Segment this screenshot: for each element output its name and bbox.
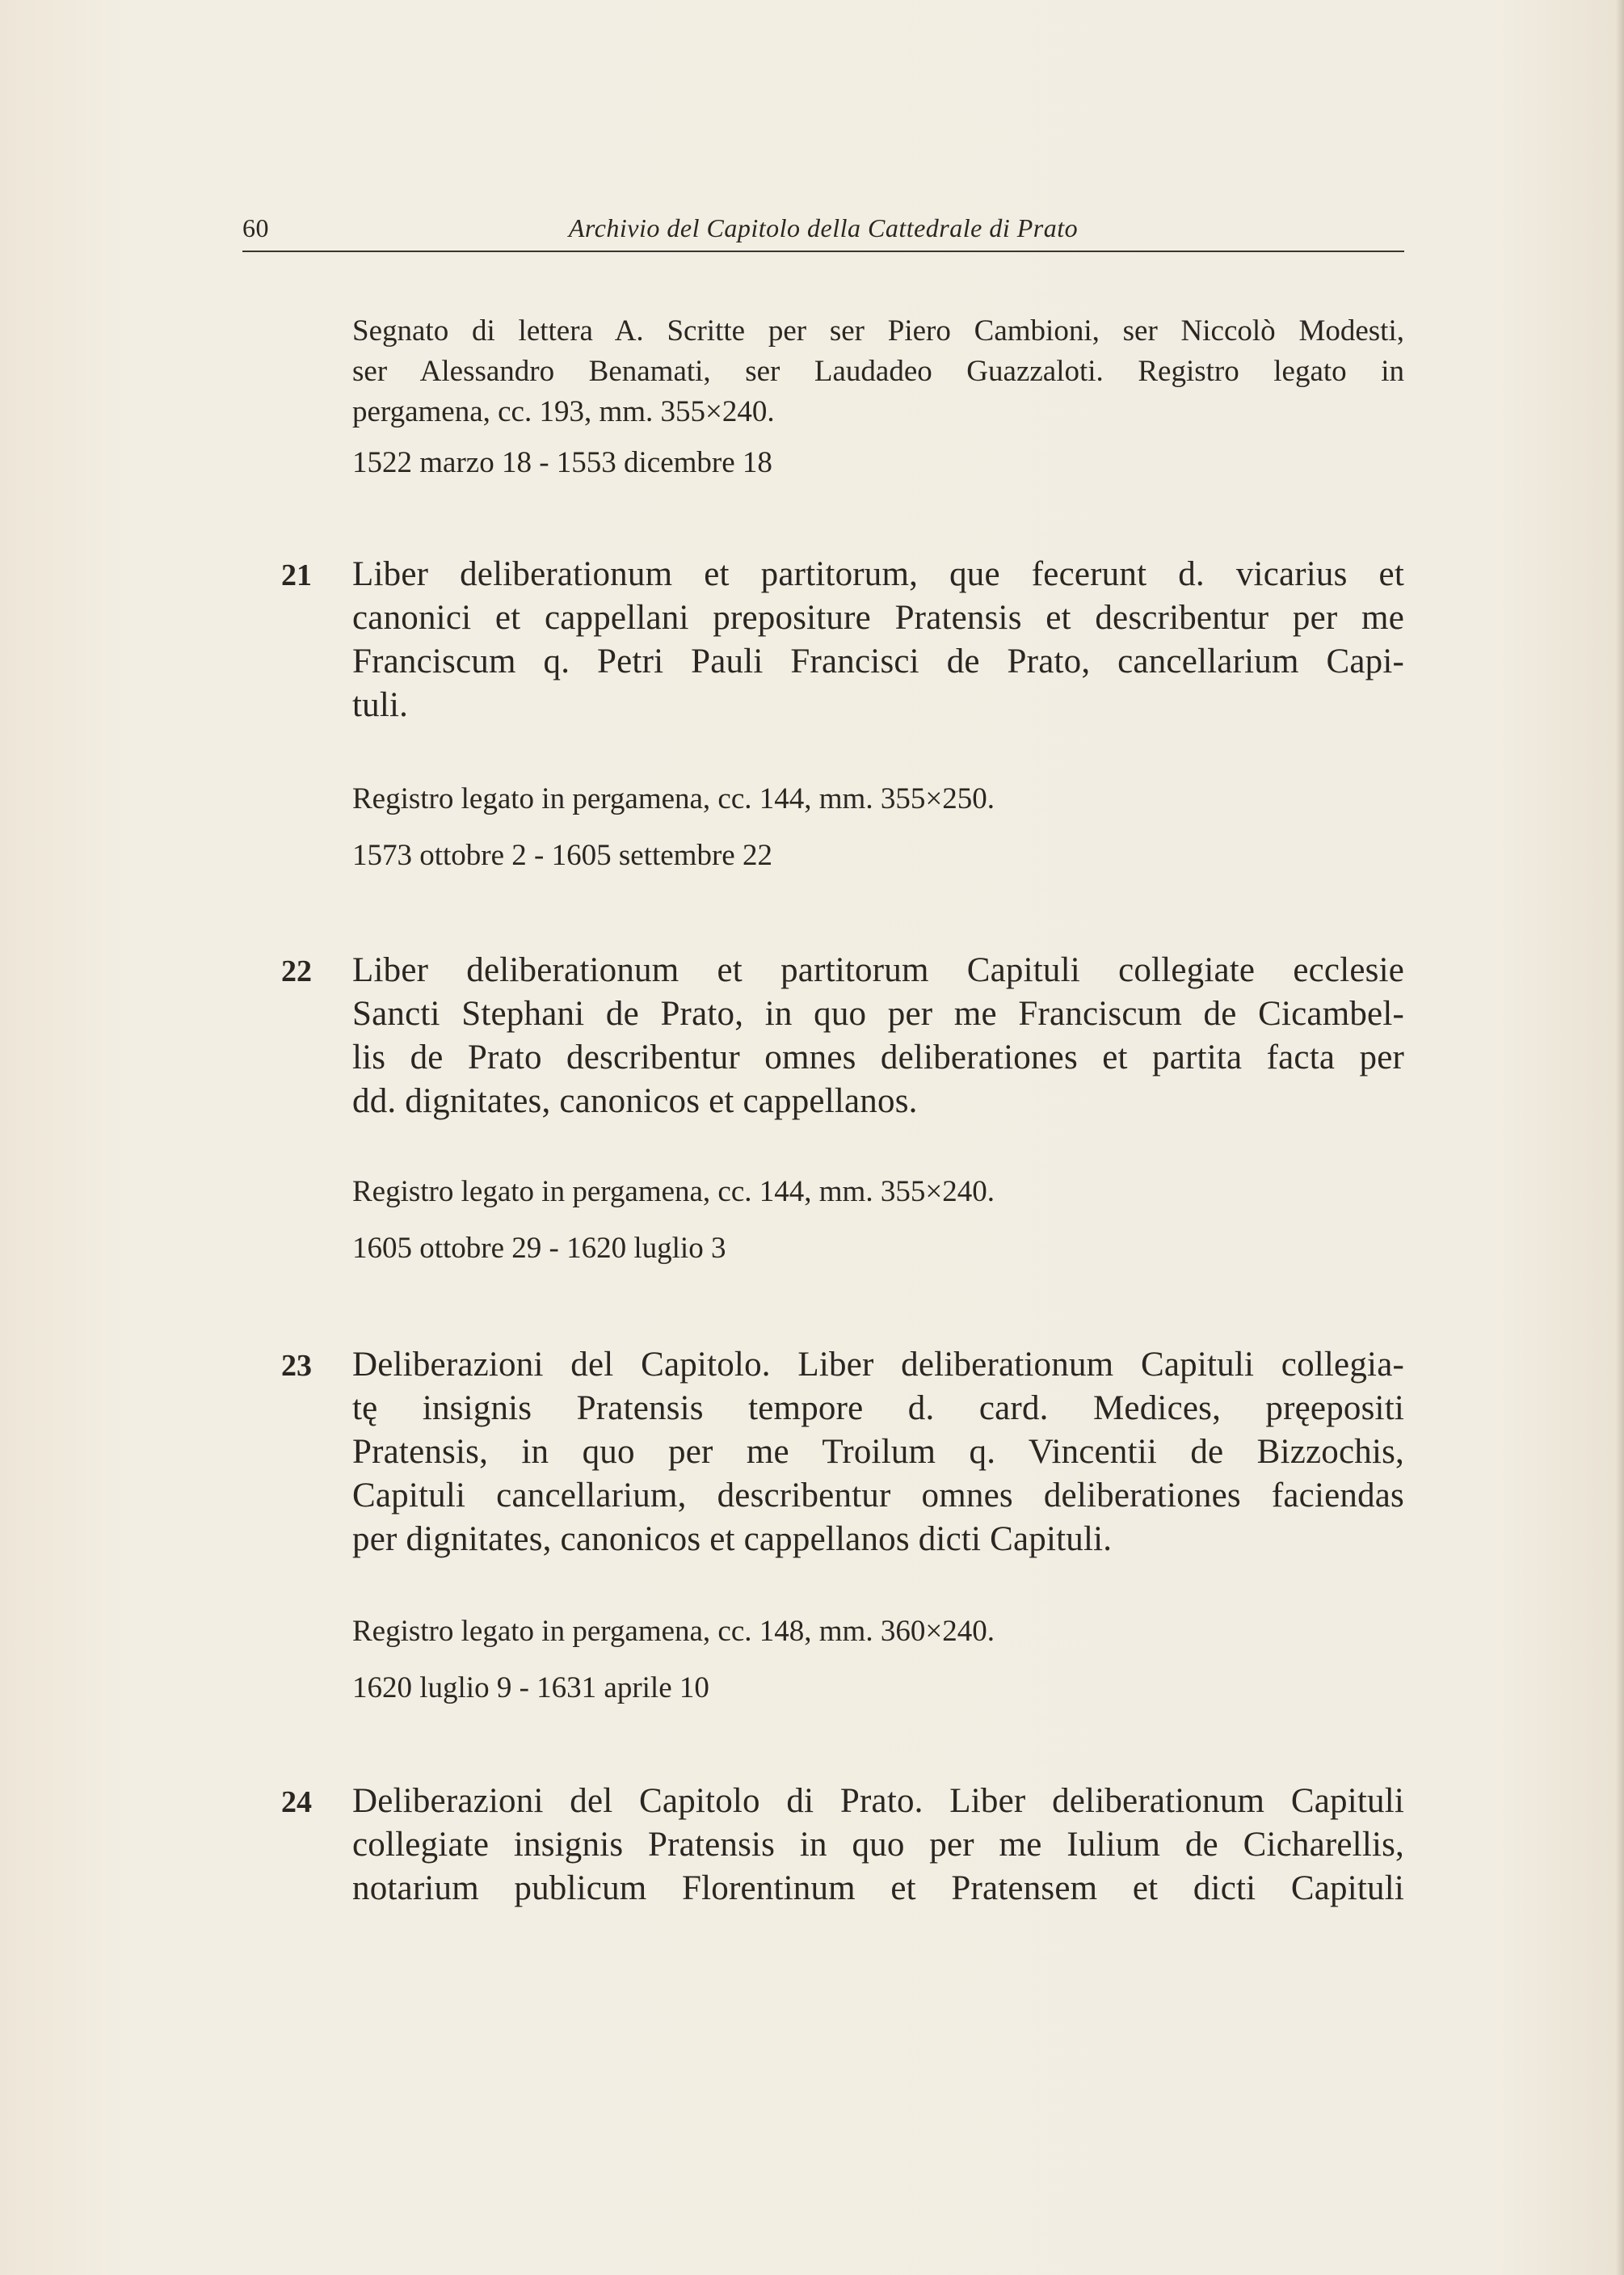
title-line: Deliberazioni del Capitolo. Liber deliberationum Capituli collegia- [352,1346,1404,1384]
title-line: notarium publicum Florentinum et Pratensem et dicti Capituli [352,1869,1404,1907]
intro-line: Segnato di lettera A. Scritte per ser Piero Cambioni, ser Niccolò Modesti, [352,314,1404,348]
title-line: Pratensis, in quo per me Troilum q. Vincentii de Bizzochis, [352,1433,1404,1471]
intro-paragraph [352,311,1404,432]
title-line: Liber deliberationum et partitorum, que fecerunt d. vicarius et [352,555,1404,593]
title-line: tuli. [352,686,409,724]
intro-line: pergamena, cc. 193, mm. 355×240. [352,395,775,428]
title-line: per dignitates, canonicos et cappellanos dicti Capituli. [352,1520,1113,1558]
title-line: canonici et cappellani prepositure Pratensis et describentur per me [352,599,1404,637]
date-range: 1620 luglio 9 - 1631 aprile 10 [352,1671,709,1704]
entry-22-title [352,949,1404,1123]
date-range: 1573 ottobre 2 - 1605 settembre 22 [352,839,772,872]
page-number: 60 [242,213,269,242]
intro-dates [352,443,1404,483]
date-range: 1605 ottobre 29 - 1620 luglio 3 [352,1232,726,1265]
title-line: Franciscum q. Petri Pauli Francisci de Prato, cancellarium Capi- [352,642,1404,680]
description: Registro legato in pergamena, cc. 148, mm. 360×240. [352,1615,995,1648]
running-title: Archivio del Capitolo della Cattedrale di Prato [568,213,1079,242]
entry-24-title [352,1780,1404,1911]
entry-21-dates [352,836,1404,876]
title-line: tę insignis Pratensis tempore d. card. Medices, pręepositi [352,1389,1404,1427]
entry-21-description [352,779,1404,819]
entry-22-dates [352,1228,1404,1269]
title-line: Capituli cancellarium, describentur omnes deliberationes faciendas [352,1477,1404,1515]
date-range: 1522 marzo 18 - 1553 dicembre 18 [352,446,772,479]
title-line: lis de Prato describentur omnes deliberationes et partita facta per [352,1038,1404,1076]
title-line: collegiate insignis Pratensis in quo per me Iulium de Cicharellis, [352,1826,1404,1864]
entry-21-title [352,553,1404,727]
entry-22-description [352,1172,1404,1212]
intro-line: ser Alessandro Benamati, ser Laudadeo Guazzaloti. Registro legato in [352,355,1404,388]
title-line: dd. dignitates, canonicos et cappellanos. [352,1082,918,1120]
description: Registro legato in pergamena, cc. 144, mm. 355×250. [352,782,995,815]
entry-number-22: 22 [281,954,312,988]
entry-number-24: 24 [281,1785,312,1819]
entry-number-21: 21 [281,558,312,592]
entry-23-description [352,1611,1404,1652]
entry-23-title [352,1343,1404,1561]
title-line: Sancti Stephani de Prato, in quo per me Franciscum de Cicambel- [352,995,1404,1033]
page-edge-shadow [1616,0,1624,2275]
description: Registro legato in pergamena, cc. 144, mm. 355×240. [352,1175,995,1208]
title-line: Liber deliberationum et partitorum Capituli collegiate ecclesie [352,951,1404,989]
entry-number-23: 23 [281,1349,312,1383]
title-line: Deliberazioni del Capitolo di Prato. Liber deliberationum Capituli [352,1782,1404,1820]
entry-23-dates [352,1668,1404,1708]
page-header [242,212,1404,252]
